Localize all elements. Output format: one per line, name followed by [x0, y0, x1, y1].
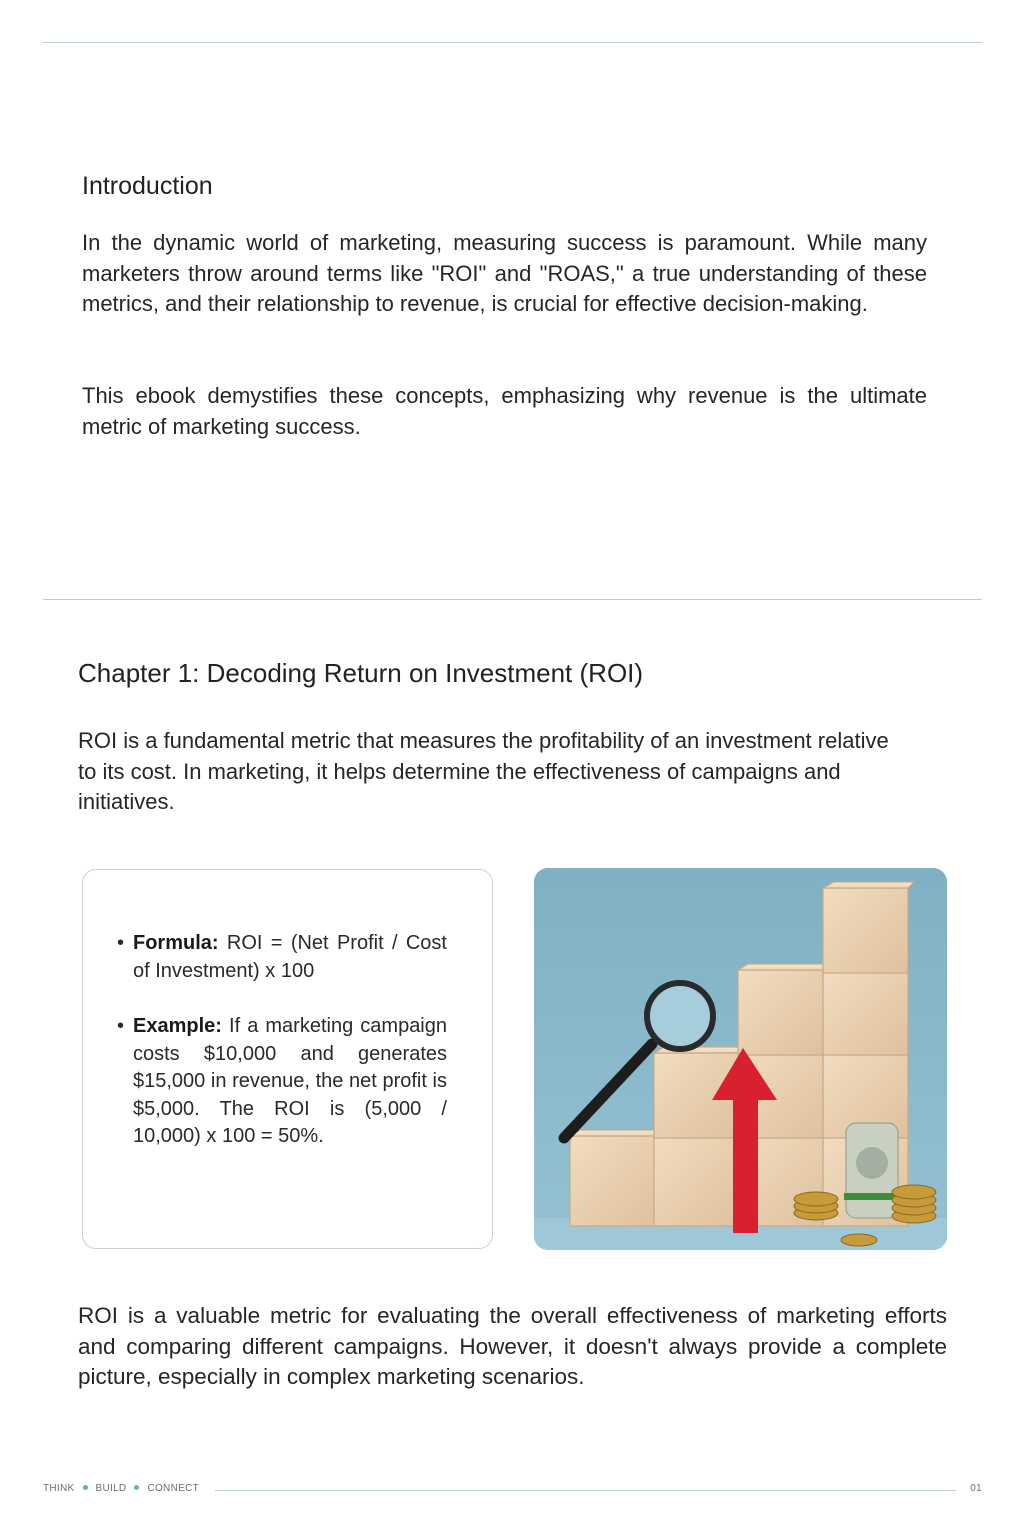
- chapter-heading: Chapter 1: Decoding Return on Investment (ROI): [78, 658, 644, 688]
- intro-heading: Introduction: [82, 172, 213, 200]
- footer-divider: [215, 1490, 956, 1491]
- roi-growth-photo: [534, 868, 947, 1250]
- chapter-conclusion-paragraph: ROI is a valuable metric for evaluating the overall effectiveness of marketing efforts and comparing different campaigns. However, it doesn't always provide a complete picture, especially in complex marketing scenarios.: [78, 1303, 947, 1389]
- bullet-dot: •: [117, 932, 125, 954]
- footer-word-think: THINK: [43, 1483, 75, 1494]
- top-divider: [43, 42, 982, 43]
- page-footer: [43, 1483, 982, 1497]
- footer-word-build: BUILD: [95, 1483, 127, 1494]
- footer-tagline: [43, 1483, 199, 1494]
- footer-dot-icon: [83, 1485, 88, 1490]
- roi-bullet-list: [117, 930, 447, 1151]
- intro-paragraph: This ebook demystifies these concepts, emphasizing why revenue is the ultimate metric of marketing success.: [82, 383, 927, 439]
- formula-text: ROI = (Net Profit / Cost of Investment) x 100: [133, 932, 447, 982]
- list-item-example: [117, 1013, 447, 1151]
- example-text: If a marketing campaign costs $10,000 and generates $15,000 in revenue, the net profit is $5,000. The ROI is (5,000 / 10,000) x 100 = 50%.: [133, 1015, 447, 1147]
- roi-info-card: [82, 869, 493, 1249]
- footer-dot-icon: [134, 1485, 139, 1490]
- bullet-dot: •: [117, 1015, 125, 1037]
- formula-label: Formula:: [133, 932, 219, 954]
- intro-paragraph: In the dynamic world of marketing, measuring success is paramount. While many marketers throw around terms like "ROI" and "ROAS," a true understanding of these metrics, and their relationship to revenue, is crucial for effective decision-making.: [82, 230, 927, 316]
- example-label: Example:: [133, 1015, 222, 1037]
- page-number: 01: [970, 1483, 982, 1494]
- list-item-formula: [117, 930, 447, 985]
- chapter-intro-paragraph: ROI is a fundamental metric that measures the profitability of an investment relative to its cost. In marketing, it helps determine the effectiveness of campaigns and initiatives.: [78, 728, 889, 814]
- section-divider: [43, 599, 982, 600]
- footer-word-connect: CONNECT: [147, 1483, 199, 1494]
